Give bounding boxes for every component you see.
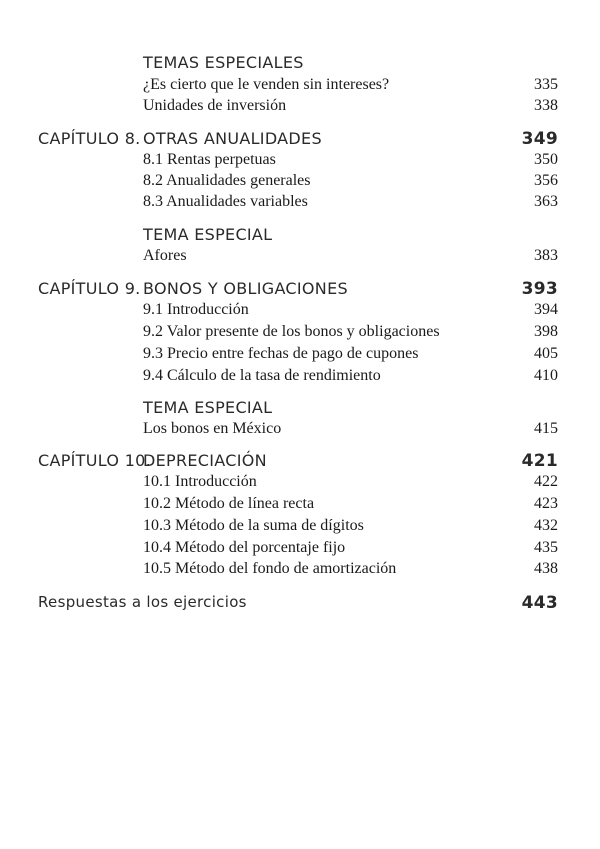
toc-entry [0,473,600,495]
toc-entry [0,76,600,98]
entry-page: 394 [534,301,558,318]
entry-page: 438 [534,560,558,577]
entry-page: 398 [534,323,558,340]
toc-entry [0,517,600,539]
entry-text: 10.4 Método del porcentaje fijo [143,539,346,556]
chapter-label: CAPÍTULO 8. [38,129,141,148]
toc-entry [0,323,600,345]
section-title: TEMA ESPECIAL [143,225,273,244]
entry-text: Unidades de inversión [143,97,287,114]
entry-text: 8.2 Anualidades generales [143,172,311,189]
chapter-label: CAPÍTULO 9. [38,279,141,298]
entry-page: 356 [534,172,558,189]
toc-entry [0,301,600,323]
toc-entry [0,495,600,517]
entry-text: 8.1 Rentas perpetuas [143,151,276,168]
toc-entry [0,367,600,389]
section-heading-temas-especiales [0,53,600,75]
chapter-page: 421 [521,451,558,471]
section-heading-tema-especial [0,225,600,247]
entry-page: 350 [534,151,558,168]
chapter-heading-9 [0,279,600,301]
entry-text: 9.1 Introducción [143,301,249,318]
entry-text: 9.4 Cálculo de la tasa de rendimiento [143,367,381,384]
entry-text: 9.2 Valor presente de los bonos y obligaciones [143,323,440,340]
entry-text: 10.5 Método del fondo de amortización [143,560,397,577]
chapter-heading-10 [0,451,600,473]
entry-text: Afores [143,247,187,264]
toc-entry [0,97,600,119]
toc-entry [0,193,600,215]
entry-text: Los bonos en México [143,420,282,437]
chapter-title: DEPRECIACIÓN [143,451,267,470]
chapter-page: 393 [521,279,558,299]
entry-page: 423 [534,495,558,512]
entry-text: 10.3 Método de la suma de dígitos [143,517,364,534]
answers-heading [0,593,600,615]
entry-text: 10.1 Introducción [143,473,257,490]
toc-entry [0,151,600,173]
chapter-label: CAPÍTULO 10. [38,451,152,470]
answers-page: 443 [521,593,558,613]
entry-text: 8.3 Anualidades variables [143,193,308,210]
answers-title: Respuestas a los ejercicios [38,593,247,611]
entry-page: 383 [534,247,558,264]
entry-text: 10.2 Método de línea recta [143,495,315,512]
entry-page: 363 [534,193,558,210]
entry-page: 405 [534,345,558,362]
toc-entry [0,560,600,582]
chapter-page: 349 [521,129,558,149]
entry-page: 432 [534,517,558,534]
toc-entry [0,247,600,269]
section-heading-tema-especial [0,398,600,420]
toc-entry [0,345,600,367]
toc-entry [0,172,600,194]
entry-text: ¿Es cierto que le venden sin intereses? [143,76,390,93]
entry-page: 338 [534,97,558,114]
entry-text: 9.3 Precio entre fechas de pago de cupones [143,345,419,362]
section-title: TEMAS ESPECIALES [143,53,304,72]
entry-page: 335 [534,76,558,93]
entry-page: 435 [534,539,558,556]
chapter-heading-8 [0,129,600,151]
chapter-title: OTRAS ANUALIDADES [143,129,322,148]
entry-page: 410 [534,367,558,384]
toc-entry [0,420,600,442]
entry-page: 415 [534,420,558,437]
entry-page: 422 [534,473,558,490]
chapter-title: BONOS Y OBLIGACIONES [143,279,348,298]
toc-entry [0,539,600,561]
section-title: TEMA ESPECIAL [143,398,273,417]
